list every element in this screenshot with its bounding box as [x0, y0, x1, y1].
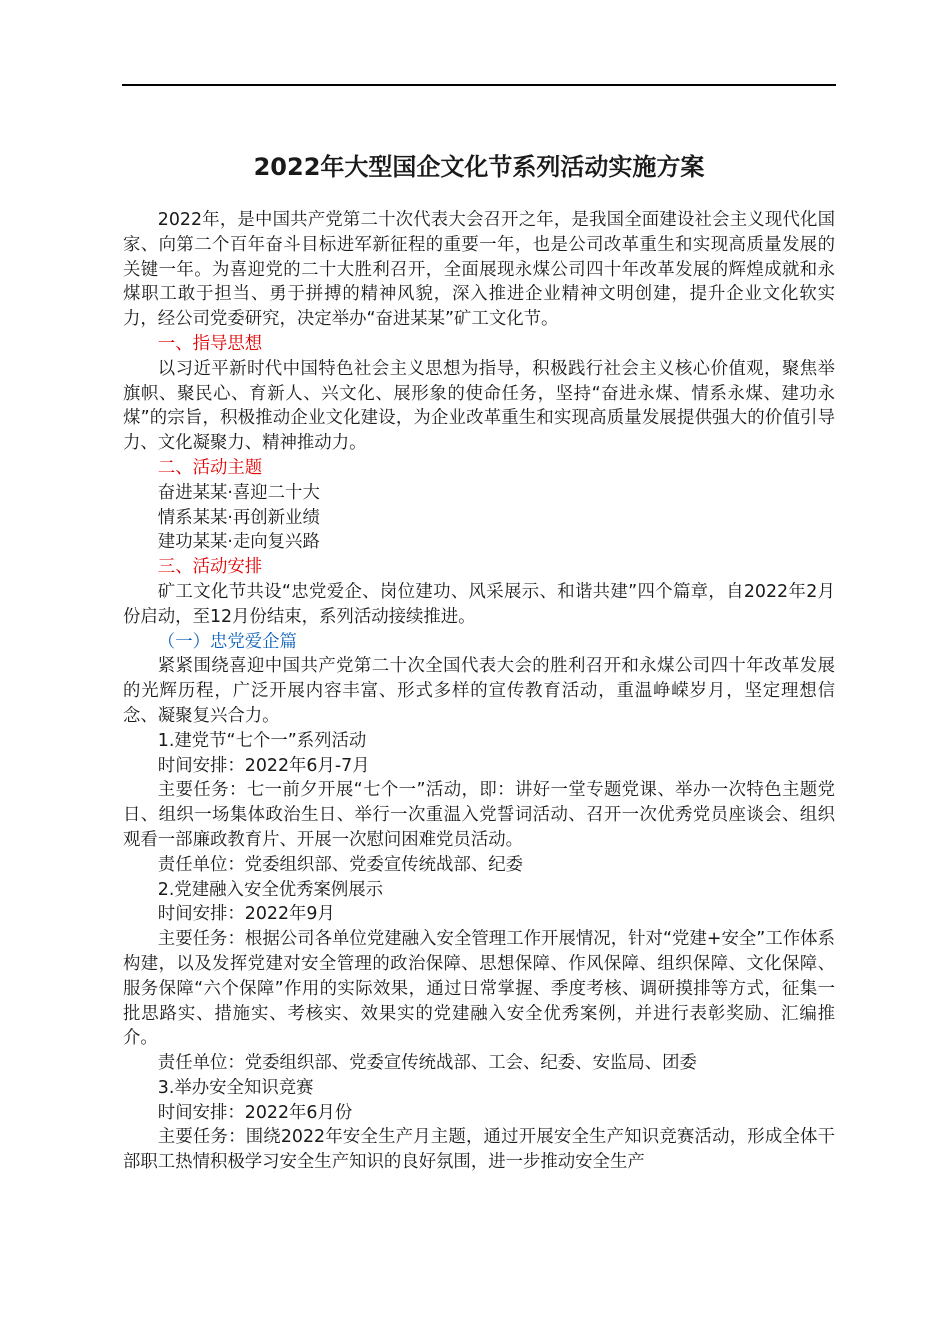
theme-line: 建功某某·走向复兴路	[157, 532, 320, 553]
item-time: 时间安排：2022年9月	[157, 904, 335, 925]
item-time: 时间安排：2022年6月份	[157, 1102, 353, 1123]
loyalty-paragraph: 紧紧围绕喜迎中国共产党第二十次全国代表大会的胜利召开和永煤公司四十年改革发展的光辉历程，广泛开展内容丰富、形式多样的宣传教育活动，重温峥嵘岁月，坚定理想信念、凝聚复兴合力。	[123, 656, 835, 726]
section-heading-activity-arrangement: 三、活动安排	[157, 557, 263, 578]
subsection-heading-loyalty: （一）忠党爱企篇	[157, 631, 297, 652]
guiding-ideology-paragraph: 以习近平新时代中国特色社会主义思想为指导，积极践行社会主义核心价值观，聚焦举旗帜、聚民心、育新人、兴文化、展形象的使命任务，坚持“奋进永煤、情系永煤、建功永煤”的宗旨，积极推动企业文化建设，为企业改革重生和实现高质量发展提供强大的价值引导力、文化凝聚力、精神推动力。	[123, 358, 835, 454]
section-heading-guiding-ideology: 一、指导思想	[157, 333, 263, 354]
item-time: 时间安排：2022年6月-7月	[157, 755, 370, 776]
item-title: 1.建党节“七个一”系列活动	[157, 730, 367, 751]
intro-paragraph: 2022年，是中国共产党第二十次代表大会召开之年，是我国全面建设社会主义现代化国家、向第二个百年奋斗目标进军新征程的重要一年，也是公司改革重生和实现高质量发展的关键一年。为喜迎党的二十大胜利召开，全面展现永煤公司四十年改革发展的辉煌成就和永煤职工敢于担当、勇于拼搏的精神风貌，深入推进企业精神文明创建，提升企业文化软实力，经公司党委研究，决定举办“奋进某某”矿工文化节。	[123, 210, 835, 330]
item-task: 主要任务：围绕2022年安全生产月主题，通过开展安全生产知识竞赛活动，形成全体干部职工热情积极学习安全生产知识的良好氛围，进一步推动安全生产	[123, 1127, 835, 1173]
item-title: 2.党建融入安全优秀案例展示	[157, 879, 384, 900]
item-title: 3.举办安全知识竞赛	[157, 1077, 314, 1098]
item-unit: 责任单位：党委组织部、党委宣传统战部、工会、纪委、安监局、团委	[157, 1053, 697, 1074]
document-body	[123, 150, 835, 1175]
item-task: 主要任务：根据公司各单位党建融入安全管理工作开展情况，针对“党建+安全”工作体系构建，以及发挥党建对安全管理的政治保障、思想保障、作风保障、组织保障、文化保障、服务保障“六个保障”作用的实际效果，通过日常掌握、季度考核、调研摸排等方式，征集一批思路实、措施实、考核实、效果实的党建融入安全优秀案例，并进行表彰奖励、汇编推介。	[123, 929, 835, 1049]
document-title: 2022年大型国企文化节系列活动实施方案	[253, 153, 705, 181]
item-unit: 责任单位：党委组织部、党委宣传统战部、纪委	[157, 854, 524, 875]
arrangement-paragraph: 矿工文化节共设“忠党爱企、岗位建功、风采展示、和谐共建”四个篇章，自2022年2月份启动，至12月份结束，系列活动接续推进。	[123, 581, 835, 627]
section-heading-activity-theme: 二、活动主题	[157, 457, 263, 478]
theme-line: 奋进某某·喜迎二十大	[157, 482, 320, 503]
theme-line: 情系某某·再创新业绩	[157, 507, 320, 528]
header-rule	[122, 84, 836, 86]
item-task: 主要任务：七一前夕开展“七个一”活动，即：讲好一堂专题党课、举办一次特色主题党日、组织一场集体政治生日、举行一次重温入党誓词活动、召开一次优秀党员座谈会、组织观看一部廉政教育片、开展一次慰问困难党员活动。	[123, 780, 835, 850]
